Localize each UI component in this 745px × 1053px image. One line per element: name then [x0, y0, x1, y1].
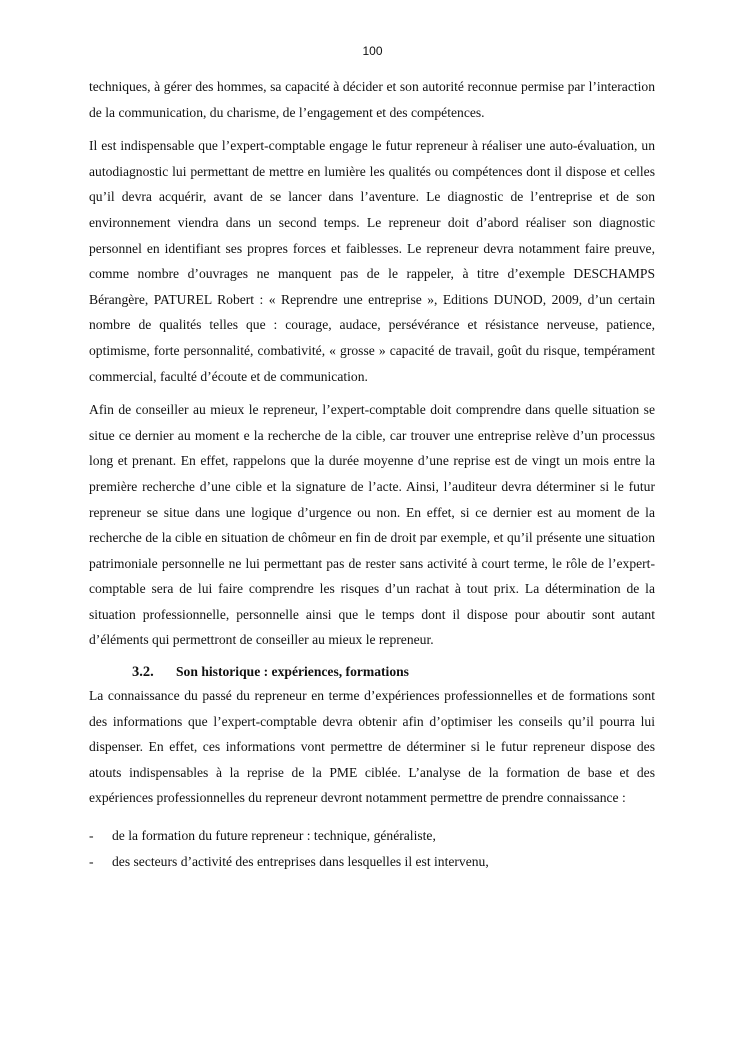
paragraph-self-assessment: Il est indispensable que l’expert-comptable engage le futur repreneur à réaliser une auto-évaluation, un autodiagnostic lui permettant de mettre en lumière les qualités ou compétences dont il dispose et celles qu’il devra acquérir, avant de se lancer dans l’aventure. Le diagnostic de l’entreprise et de son environnement viendra dans un second temps. Le repreneur doit d’abord réaliser son diagnostic personnel en identifiant ses propres forces et faiblesses. Le repreneur devra notamment faire preuve, comme nombre d’ouvrages ne manquent pas de le rappeler, à titre d’exemple DESCHAMPS Bérangère, PATUREL Robert : « Reprendre une entreprise », Editions DUNOD, 2009, d’un certain nombre de qualités telles que : courage, audace, persévérance et résistance nerveuse, patience, optimisme, forte personnalité, combativité, « grosse » capacité de travail, goût du risque, tempérament commercial, faculté d’écoute et de communication.: [89, 138, 655, 384]
list-item: [89, 849, 655, 875]
dash-bullet: -: [89, 853, 94, 869]
document-body: [89, 74, 655, 874]
list-item-text: de la formation du future repreneur : technique, généraliste,: [112, 828, 436, 844]
page-number: 100: [362, 44, 383, 58]
dash-bullet: -: [89, 828, 94, 844]
section-heading: [89, 661, 655, 683]
section-title: Son historique : expériences, formations: [176, 664, 409, 680]
bullet-list: [89, 823, 655, 874]
paragraph-intro: techniques, à gérer des hommes, sa capacité à décider et son autorité reconnue permise par l’interaction de la communication, du charisme, de l’engagement et des compétences.: [89, 79, 655, 120]
paragraph-history: La connaissance du passé du repreneur en terme d’expériences professionnelles et de formations sont des informations que l’expert-comptable devra obtenir afin d’optimiser les conseils qu’il pourra lui dispenser. En effet, ces informations vont permettre de déterminer si le futur repreneur dispose des atouts indispensables à la reprise de la PME ciblée. L’analyse de la formation de base et des expériences professionnelles du repreneur devront notamment permettre de prendre connaissance :: [89, 688, 655, 806]
paragraph-situation: Afin de conseiller au mieux le repreneur, l’expert-comptable doit comprendre dans quelle situation se situe ce dernier au moment e la recherche de la cible, car trouver une entreprise relève d’un processus long et prenant. En effet, rappelons que la durée moyenne d’une reprise est de vingt un mois entre la première recherche d’une cible et la signature de l’acte. Ainsi, l’auditeur devra déterminer si le futur repreneur se situe dans une logique d’urgence ou non. En effet, si ce dernier est au moment de la recherche de la cible en situation de chômeur en fin de droit par exemple, et qu’il présente une situation patrimoniale personnelle ne lui permettant pas de rester sans activité à court terme, le rôle de l’expert-comptable sera de lui faire comprendre les risques d’un rachat à tout prix. La détermination de la situation professionnelle, personnelle ainsi que le temps dont il dispose pour aboutir sont autant d’éléments qui permettront de conseiller au mieux le repreneur.: [89, 402, 655, 648]
section-number: 3.2.: [132, 664, 154, 681]
list-item-text: des secteurs d’activité des entreprises dans lesquelles il est intervenu,: [112, 853, 489, 869]
list-item: [89, 823, 655, 849]
